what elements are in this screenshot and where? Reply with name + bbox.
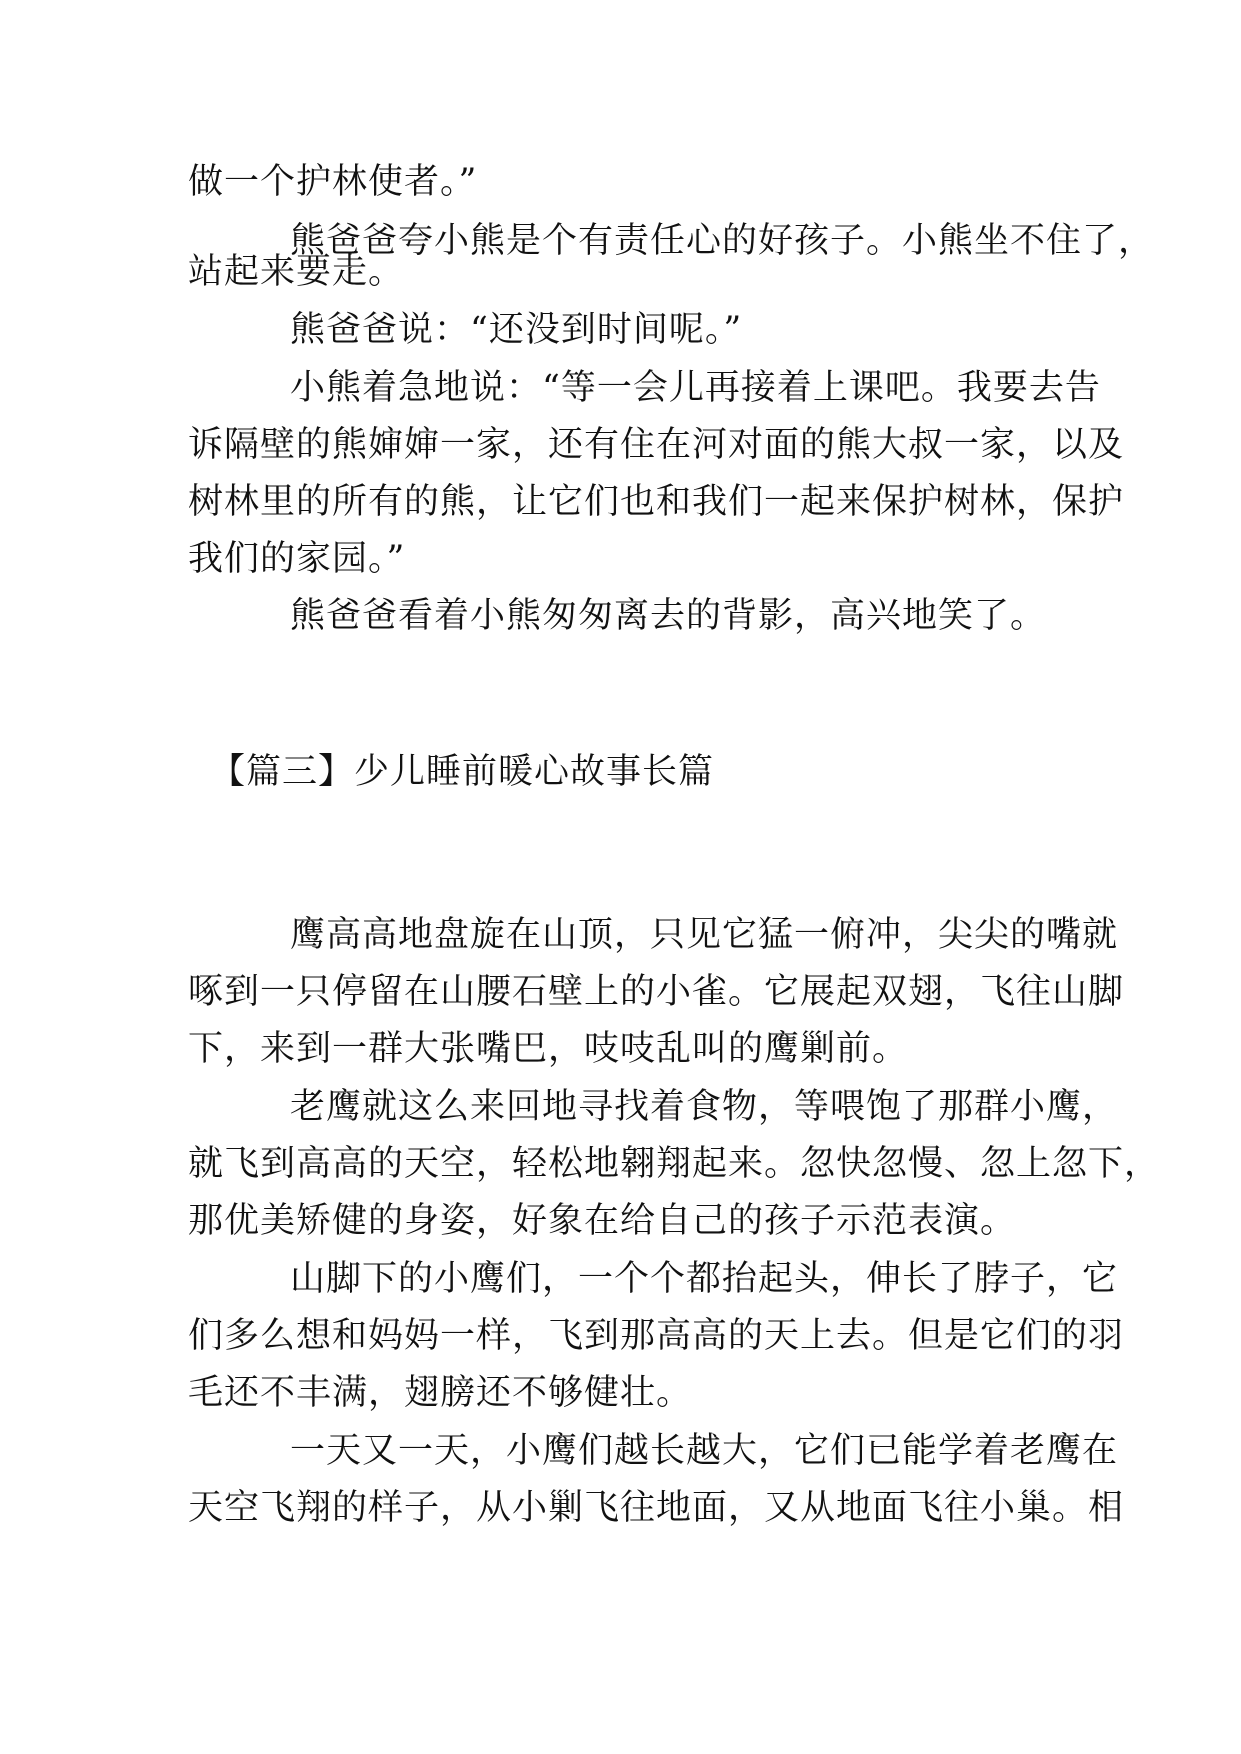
text-line: 老鹰就这么来回地寻找着食物，等喂饱了那群小鹰， [290, 1087, 1119, 1127]
text-line: 下，来到一群大张嘴巴，吱吱乱叫的鹰剿前。 [188, 1029, 909, 1069]
text-line: 天空飞翔的样子，从小剿飞往地面，又从地面飞往小巢。相 [188, 1488, 1125, 1528]
text-line: 诉隔壁的熊婶婶一家，还有住在河对面的熊大叔一家，以及 [188, 425, 1125, 465]
text-line: 熊爸爸看着小熊匆匆离去的背影，高兴地笑了。 [290, 596, 1047, 636]
text-line: 啄到一只停留在山腰石壁上的小雀。它展起双翅，飞往山脚 [188, 972, 1125, 1012]
text-line: 们多么想和妈妈一样，飞到那高高的天上去。但是它们的羽 [188, 1316, 1125, 1356]
text-line: 鹰高高地盘旋在山顶，只见它猛一俯冲，尖尖的嘴就 [290, 915, 1119, 955]
section-heading: 【篇三】少儿睡前暖心故事长篇 [210, 752, 715, 792]
text-line: 小熊着急地说：“等一会儿再接着上课吧。我要去告 [290, 368, 1101, 408]
text-line: 毛还不丰满，翅膀还不够健壮。 [188, 1373, 693, 1413]
text-line: 山脚下的小鹰们，一个个都抬起头，伸长了脖子，它 [290, 1259, 1119, 1299]
text-line: 熊爸爸说：“还没到时间呢。” [290, 310, 743, 350]
text-line: 树林里的所有的熊，让它们也和我们一起来保护树林，保护 [188, 482, 1125, 522]
text-line: 就飞到高高的天空，轻松地翱翔起来。忽快忽慢、忽上忽下， [188, 1144, 1161, 1184]
text-line: 站起来要走。 [188, 252, 405, 292]
text-line: 熊爸爸夸小熊是个有责任心的好孩子。小熊坐不住了， [290, 221, 1155, 261]
text-line: 我们的家园。” [188, 539, 406, 579]
text-line: 一天又一天，小鹰们越长越大，它们已能学着老鹰在 [290, 1431, 1119, 1471]
text-line: 那优美矫健的身姿，好象在给自己的孩子示范表演。 [188, 1201, 1017, 1241]
text-line: 做一个护林使者。” [188, 162, 478, 202]
